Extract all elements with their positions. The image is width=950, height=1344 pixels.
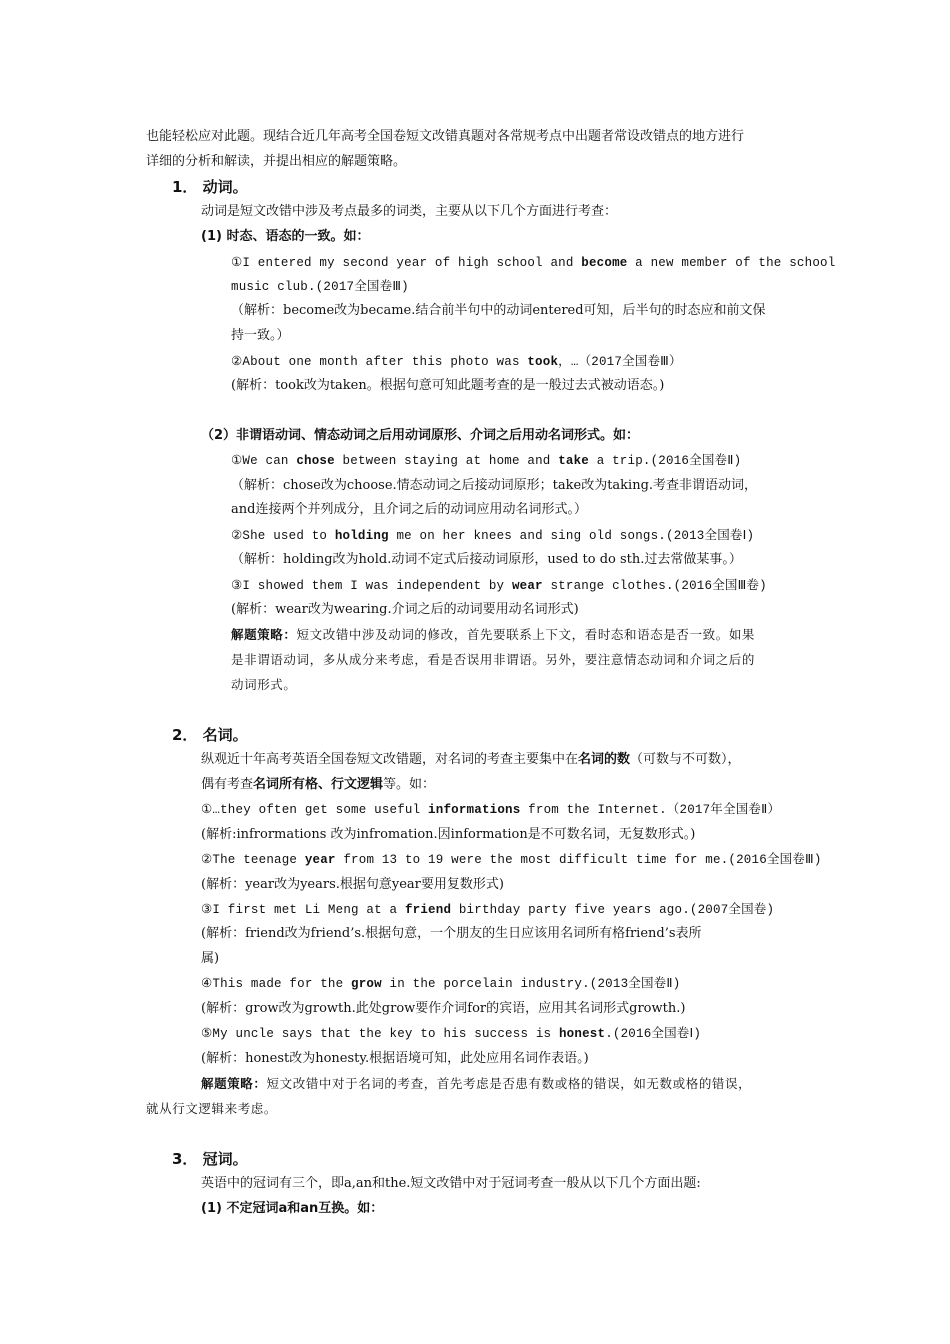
error-word: holding [334, 529, 389, 543]
error-word: become [581, 256, 628, 270]
noun-example-2: ②The teenage year from 13 to 19 were the most difficult time for me.(2016全国卷Ⅲ) [201, 853, 822, 867]
verb-strategy-3: 动词形式。 [231, 677, 297, 692]
noun-example-3-analysis-2: 属) [201, 951, 220, 966]
verb-strategy-2: 是非谓语动词，多从成分来考虑，看是否误用非谓语。另外，要注意情态动词和介词之后的 [231, 652, 756, 667]
noun-example-5-analysis: (解析：honest改为honesty.根据语境可知，此处应用名词作表语。) [201, 1051, 589, 1066]
error-word: informations [428, 803, 521, 817]
verb-example-5: ③I showed them I was independent by wear strange clothes.(2016全国Ⅲ卷) [231, 579, 767, 593]
strategy-label: 解题策略： [201, 1076, 267, 1091]
section-3-desc: 英语中的冠词有三个，即a,an和the.短文改错中对于冠词考查一般从以下几个方面出题: [201, 1176, 701, 1191]
error-word: year [304, 853, 336, 867]
noun-example-1: ①…they often get some useful informations from the Internet.（2017年全国卷Ⅱ） [201, 803, 781, 817]
noun-example-2-analysis: (解析：year改为years.根据句意year要用复数形式) [201, 877, 504, 892]
section-2-desc-1: 纵观近十年高考英语全国卷短文改错题，对名词的考查主要集中在名词的数（可数与不可数）， [201, 752, 741, 767]
verb-strategy-1: 解题策略：短文改错中涉及动词的修改，首先要联系上下文，看时态和语态是否一致。如果 [231, 627, 756, 642]
verb-example-3-analysis-2: and连接两个并列成分，且介词之后的动词应用动名词形式。） [231, 502, 587, 517]
error-word: take [558, 454, 589, 468]
section-2-heading: 2． 名词。 [172, 726, 248, 744]
verb-example-3: ①We can chose between staying at home and take a trip.(2016全国卷Ⅱ) [231, 454, 742, 468]
verb-example-2: ②About one month after this photo was took，…（2017全国卷Ⅲ） [231, 355, 682, 369]
section-1-sub-2-heading: （2）非谓语动词、情态动词之后用动词原形、介词之后用动名词形式。如： [201, 428, 640, 443]
section-1-desc: 动词是短文改错中涉及考点最多的词类，主要从以下几个方面进行考查： [201, 204, 618, 219]
verb-example-1-analysis-1: （解析：become改为became.结合前半句中的动词entered可知，后半句的时态应和前文保 [231, 303, 766, 318]
noun-example-3-analysis-1: (解析：friend改为friend’s.根据句意，一个朋友的生日应该用名词所有格friend’s表所 [201, 926, 702, 941]
error-word: honest [558, 1027, 606, 1041]
noun-strategy-2: 就从行文逻辑来考虑。 [146, 1101, 278, 1116]
noun-example-4-analysis: (解析：grow改为growth.此处grow要作介词for的宾语，应用其名词形式growth.) [201, 1001, 686, 1016]
strategy-label: 解题策略： [231, 627, 297, 642]
section-3-heading: 3． 冠词。 [172, 1150, 248, 1168]
noun-example-1-analysis: (解析:infrormations 改为infromation.因information是不可数名词，无复数形式。) [201, 827, 696, 842]
error-word: wear [511, 579, 543, 593]
intro-line-2: 详细的分析和解读，并提出相应的解题策略。 [146, 154, 407, 169]
intro-line-1: 也能轻松应对此题。现结合近几年高考全国卷短文改错真题对各常规考点中出题者常设改错点的地方进行 [146, 129, 745, 144]
verb-example-4-analysis: （解析：holding改为hold.动词不定式后接动词原形，used to do sth.过去常做某事。） [231, 552, 742, 567]
noun-strategy-1: 解题策略：短文改错中对于名词的考查，首先考虑是否患有数或格的错误，如无数或格的错误， [201, 1076, 752, 1091]
error-word: grow [351, 977, 382, 991]
section-2-desc-2: 偶有考查名词所有格、行文逻辑等。如： [201, 777, 436, 792]
verb-example-1: ①I entered my second year of high school and become a new member of the school [231, 256, 836, 270]
section-1-sub-1-heading: (1) 时态、语态的一致。如： [201, 229, 370, 244]
section-1-heading: 1． 动词。 [172, 178, 248, 196]
verb-example-3-analysis-1: （解析：chose改为choose.情态动词之后接动词原形；take改为taking.考查非谓语动词， [231, 478, 758, 493]
error-word: friend [404, 903, 452, 917]
verb-example-5-analysis: (解析：wear改为wearing.介词之后的动词要用动名词形式) [231, 602, 579, 617]
verb-example-2-analysis: (解析：took改为taken。根据句意可知此题考查的是一般过去式被动语态。) [231, 378, 665, 393]
verb-example-1-cont: music club.(2017全国卷Ⅲ) [231, 280, 409, 294]
noun-example-5: ⑤My uncle says that the key to his success is honest.(2016全国卷Ⅰ) [201, 1027, 702, 1041]
noun-example-3: ③I first met Li Meng at a friend birthday party five years ago.(2007全国卷) [201, 903, 775, 917]
section-3-sub-1-heading: (1) 不定冠词a和an互换。如： [201, 1201, 384, 1216]
error-word: chose [296, 454, 335, 468]
verb-example-4: ②She used to holding me on her knees and sing old songs.(2013全国卷Ⅰ) [231, 529, 755, 543]
verb-example-1-analysis-2: 持一致。） [231, 328, 290, 343]
error-word: took [527, 355, 559, 369]
noun-example-4: ④This made for the grow in the porcelain industry.(2013全国卷Ⅱ) [201, 977, 681, 991]
